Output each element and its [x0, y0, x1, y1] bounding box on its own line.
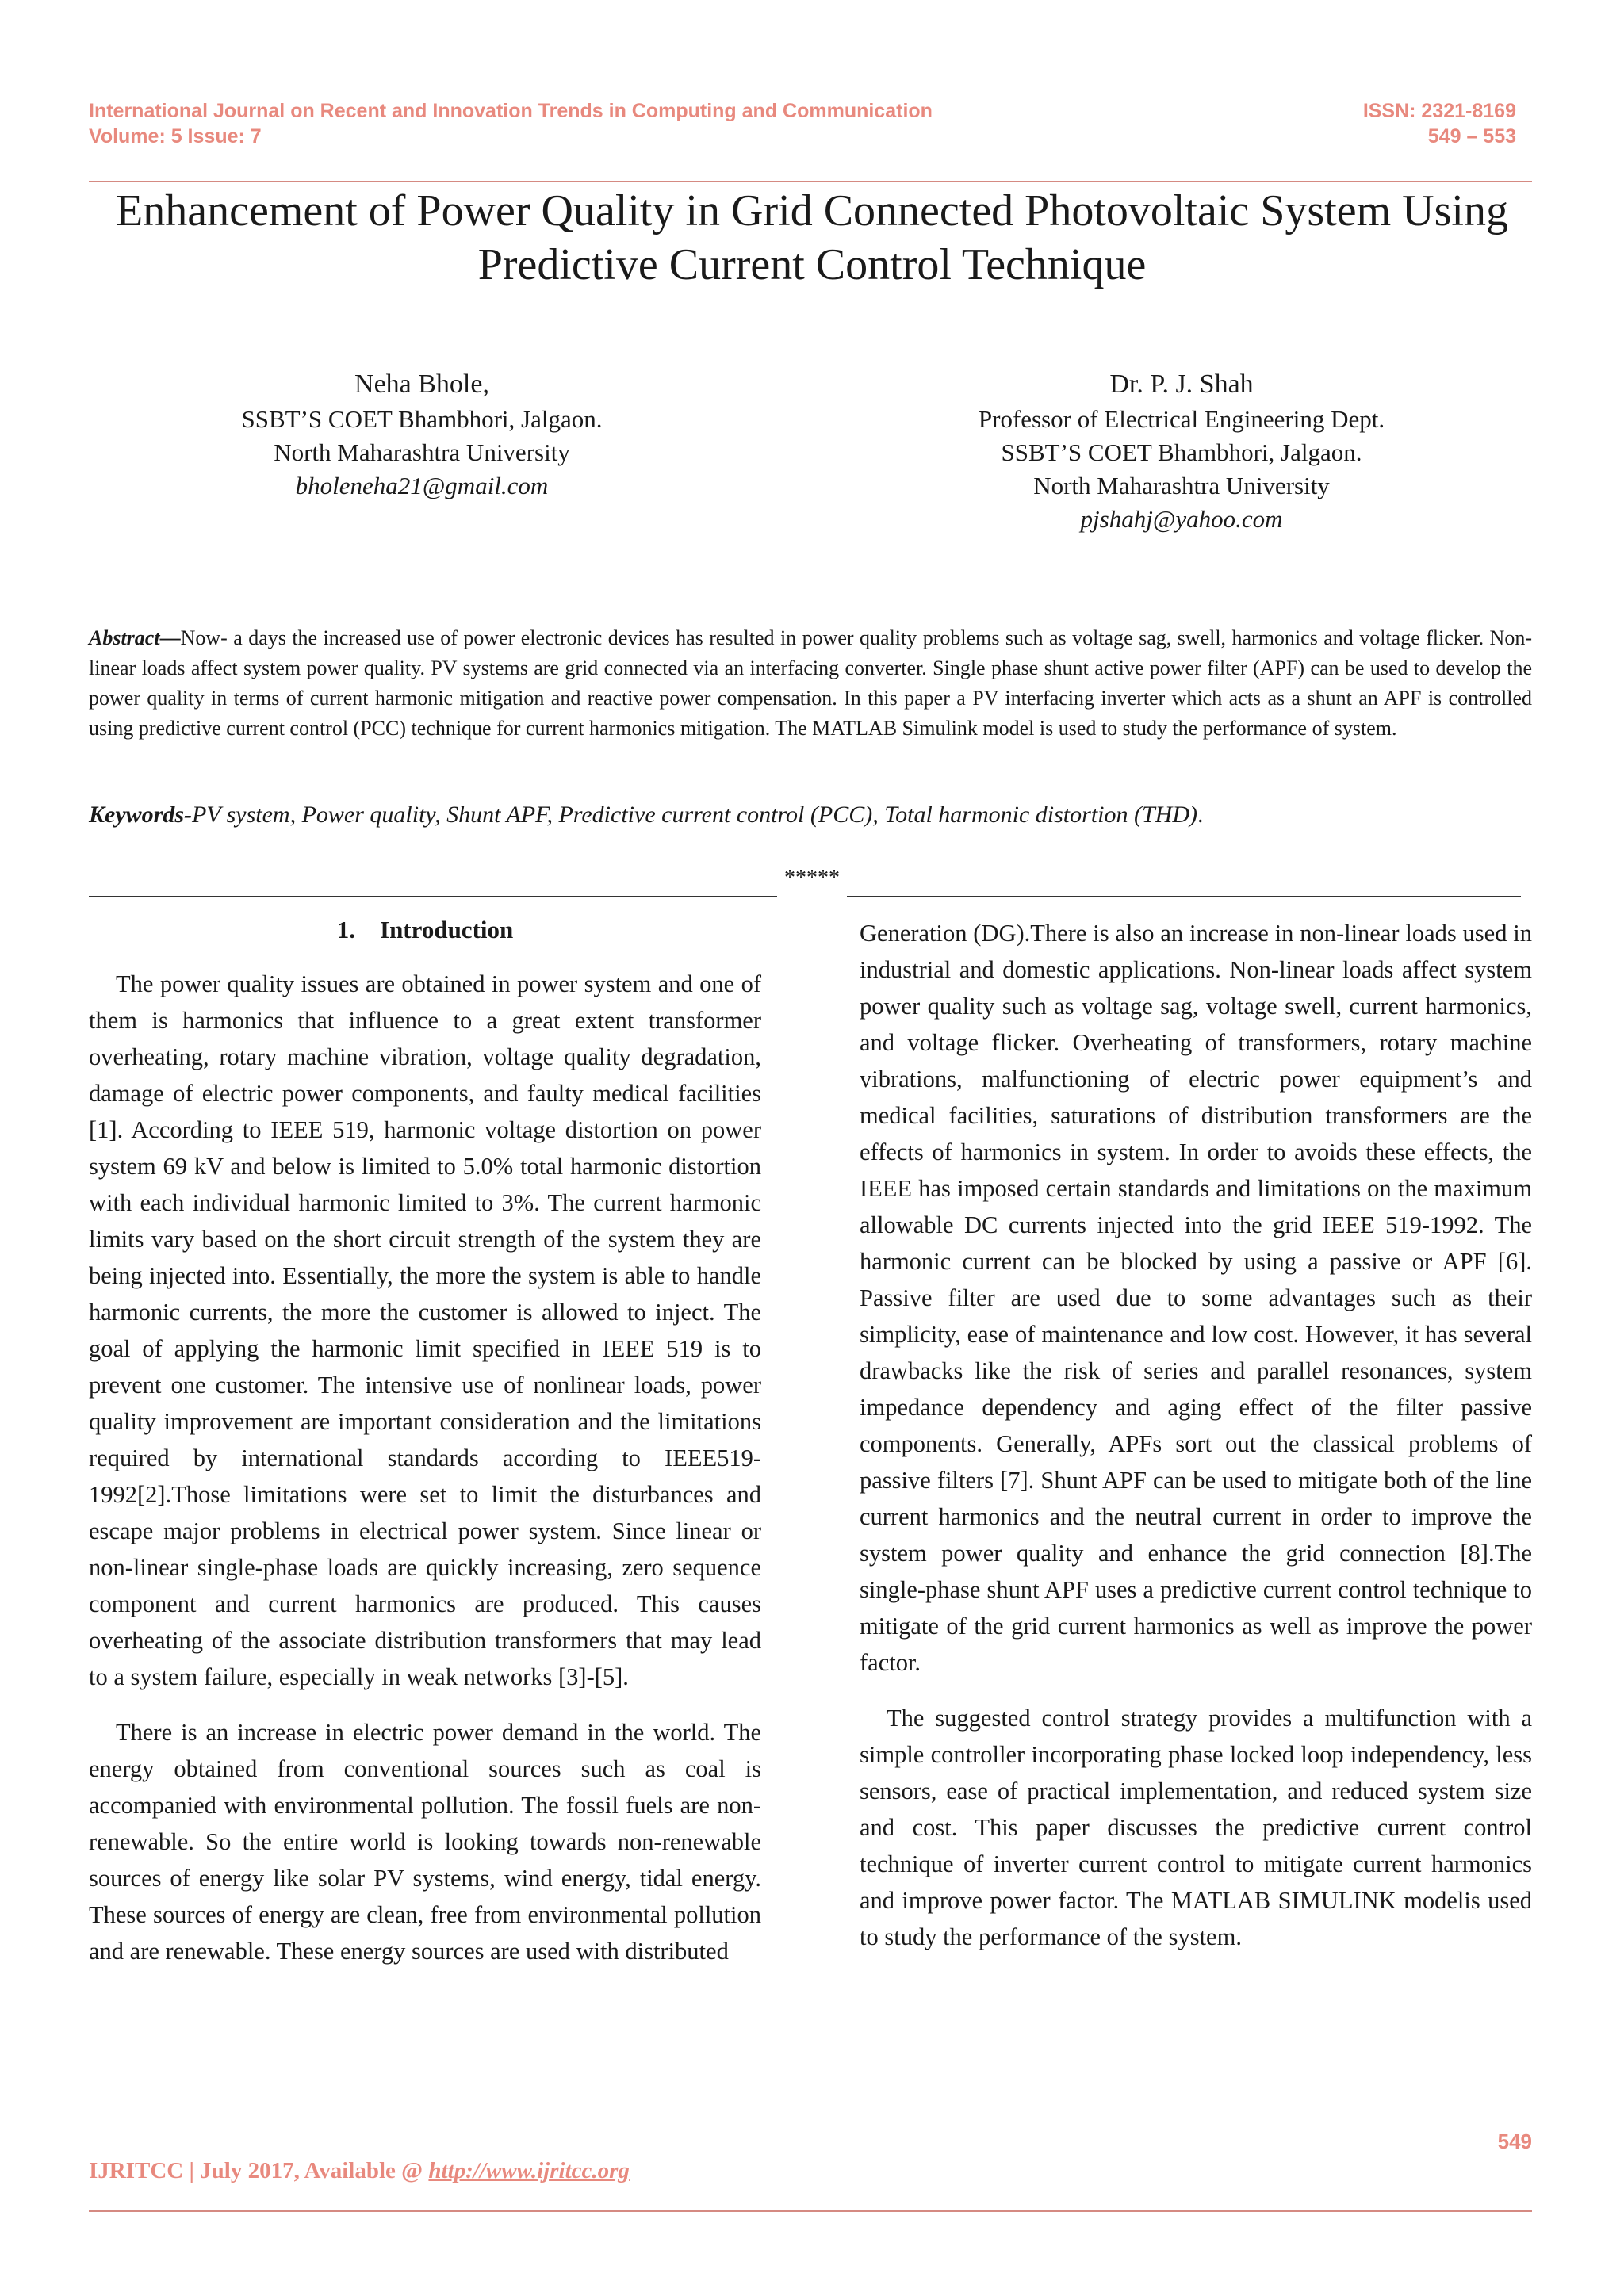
title-line-1: Enhancement of Power Quality in Grid Connected Photovoltaic System Using — [116, 186, 1508, 235]
abstract-text: Now- a days the increased use of power electronic devices has resulted in power quality problems such as voltage sag, swell, harmonics and voltage flicker. Non-linear loads affect system power quality. PV systems are grid connected via an interfacing converter. Single phase shunt active power filter (APF) can be used to develop the power quality in terms of current harmonic mitigation and reactive power compensation. In this paper a PV interfacing inverter which acts as a shunt an APF is controlled using predictive current control (PCC) technique for current harmonics mitigation. The MATLAB Simulink model is used to study the performance of system. — [89, 626, 1532, 740]
volume-issue: Volume: 5 Issue: 7 — [89, 125, 262, 147]
abstract — [89, 623, 1532, 744]
right-column — [860, 915, 1532, 1974]
paper-title — [89, 184, 1535, 292]
keywords-text: PV system, Power quality, Shunt APF, Predictive current control (PCC), Total harmonic distortion (THD) — [192, 802, 1197, 828]
paragraph: The suggested control strategy provides a multifunction with a simple controller incorporating phase locked loop independency, less sensors, ease of practical implementation, and reduced system size and cost. This paper discusses the predictive current control technique of inverter current control to mitigate current harmonics and improve power factor. The MATLAB SIMULINK modelis used to study the performance of the system. — [860, 1705, 1532, 1950]
paragraph: Generation (DG).There is also an increase in non-linear loads used in industrial and domestic applications. Non-linear loads affect system power quality such as voltage sag, voltage swell, current harmonics, and voltage flicker. Overheating of transformers, rotary machine vibrations, malfunctioning of electric power equipment’s and medical facilities, saturations of distribution transformers are the effects of harmonics in system. In order to avoids these effects, the IEEE has imposed certain standards and limitations on the maximum allowable DC currents injected into the grid IEEE 519-1992. The harmonic current can be blocked by using a passive or APF [6]. Passive filter are used due to some advantages such as their simplicity, ease of maintenance and low cost. However, it has several drawbacks like the risk of series and parallel resonances, system impedance dependency and aging effect of the filter passive components. Generally, APFs sort out the classical problems of passive filters [7]. Shunt APF can be used to mitigate both of the line current harmonics and the neutral current in order to improve the system power quality and enhance the grid connection [8].The single-phase shunt APF uses a predictive current control technique to mitigate of the grid current harmonics as well as improve the power factor. — [860, 920, 1532, 1676]
section-heading — [89, 912, 761, 948]
author-name: Neha Bhole, — [354, 369, 489, 399]
author-affiliation: SSBT’S COET Bhambhori, Jalgaon. — [241, 405, 603, 433]
separator-stars: ***** — [784, 866, 840, 890]
journal-name: International Journal on Recent and Innovation Trends in Computing and Communication — [89, 100, 933, 122]
author-affiliation: North Maharashtra University — [1033, 472, 1330, 499]
keywords-label: Keywords- — [89, 802, 192, 828]
footer-link[interactable]: http://www.ijritcc.org — [428, 2158, 630, 2183]
author-email[interactable]: bholeneha21@gmail.com — [295, 472, 549, 499]
paragraph: The power quality issues are obtained in power system and one of them is harmonics that influence to a great extent transformer overheating, rotary machine vibration, voltage quality degradation, damage of electric power components, and faulty medical facilities [1]. According to IEEE 519, harmonic voltage distortion on power system 69 kV and below is limited to 5.0% total harmonic distortion with each individual harmonic limited to 3%. The current harmonic limits vary based on the short circuit strength of the system they are being injected into. Essentially, the more the system is able to handle harmonic currents, the more the customer is allowed to inject. The goal of applying the harmonic limit specified in IEEE 519 is to prevent one customer. The intensive use of nonlinear loads, power quality improvement are important consideration and the limitations required by international standards according to IEEE519-1992[2].Those limitations were set to limit the disturbances and escape major problems in electrical power system. Since linear or non-linear single-phase loads are quickly increasing, zero sequence component and current harmonics are produced. This causes overheating of the associate distribution transformers that may lead to a system failure, especially in weak networks [3]-[5]. — [89, 970, 761, 1690]
footer — [89, 2158, 630, 2184]
keywords-period: . — [1197, 802, 1204, 828]
left-column — [89, 912, 761, 1988]
page-number: 549 — [1497, 2130, 1532, 2153]
author-affiliation: North Maharashtra University — [274, 438, 570, 466]
section-number: 1. — [336, 916, 355, 943]
separator-line-left — [89, 896, 777, 897]
author-email[interactable]: pjshahj@yahoo.com — [1080, 505, 1283, 533]
author-block-1 — [184, 366, 660, 503]
author-block-2 — [936, 366, 1427, 536]
journal-header — [89, 98, 1516, 149]
page-range: 549 – 553 — [1427, 125, 1516, 147]
section-title: Introduction — [380, 916, 514, 943]
abstract-label: Abstract — [89, 626, 160, 649]
author-affiliation: SSBT’S COET Bhambhori, Jalgaon. — [1001, 438, 1362, 466]
paragraph: There is an increase in electric power demand in the world. The energy obtained from conventional sources such as coal is accompanied with environmental pollution. The fossil fuels are non-renewable. So the entire world is looking towards non-renewable sources of energy like solar PV systems, wind energy, tidal energy. These sources of energy are clean, free from environmental pollution and are renewable. These energy sources are used with distributed — [89, 1719, 761, 1965]
footer-text: IJRITCC | July 2017, Available @ — [89, 2158, 429, 2183]
separator-line-right — [847, 896, 1521, 897]
header-rule — [89, 181, 1532, 182]
author-name: Dr. P. J. Shah — [1109, 369, 1254, 399]
author-affiliation: Professor of Electrical Engineering Dept. — [978, 405, 1385, 433]
footer-rule — [89, 2210, 1532, 2212]
abstract-dash: — — [159, 626, 181, 649]
issn: ISSN: 2321-8169 — [1362, 100, 1516, 122]
title-line-2: Predictive Current Control Technique — [477, 240, 1147, 289]
keywords — [89, 799, 1532, 831]
